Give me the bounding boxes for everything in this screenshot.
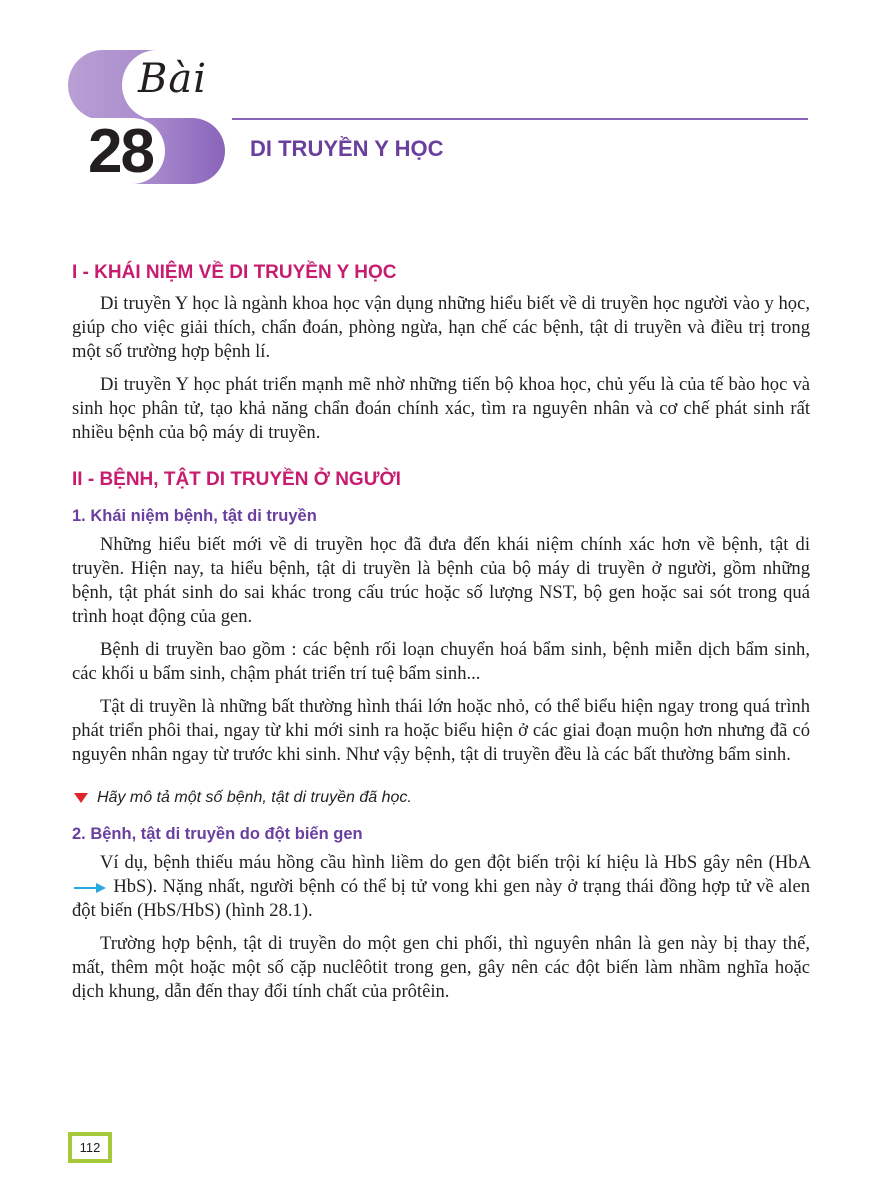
header-rule [232, 118, 808, 120]
paragraph: Trường hợp bệnh, tật di truyền do một gen chi phối, thì nguyên nhân là gen này bị thay thế, mất, thêm một hoặc một số cặp nuclêôtit trong gen, gây nên các đột biến làm nhầm nghĩa hoặc dịch khung, dẫn đến thay đổi tính chất của prôtêin. [72, 933, 810, 1002]
paragraph: Những hiểu biết mới về di truyền học đã đưa đến khái niệm chính xác hơn về bệnh, tật di truyền. Hiện nay, ta hiểu bệnh, tật di truyền là bệnh của bộ máy di truyền ở người, gồm những bệnh, tật phát sinh do sai khác trong cấu trúc hoặc số lượng NST, bộ gen hoặc sai sót trong quá trình hoạt động của gen. [72, 534, 810, 627]
paragraph: Tật di truyền là những bất thường hình thái lớn hoặc nhỏ, có thể biểu hiện ngay trong quá trình phát triển phôi thai, ngay từ khi mới sinh ra hoặc biểu hiện ở các giai đoạn muộn hơn nhưng đã có nguyên nhân ngay từ trước khi sinh. Như vậy bệnh, tật di truyền đều là các bất thường bẩm sinh. [72, 696, 810, 765]
question-text: Hãy mô tả một số bệnh, tật di truyền đã học. [97, 789, 412, 806]
lesson-number: 28 [88, 117, 153, 186]
section-heading-2: II - BỆNH, TẬT DI TRUYỀN Ở NGƯỜI [72, 469, 401, 490]
paragraph [72, 851, 810, 923]
paragraph: Bệnh di truyền bao gồm : các bệnh rối loạn chuyển hoá bẩm sinh, bệnh miễn dịch bẩm sinh, các khối u bẩm sinh, chậm phát triển trí tuệ bẩm sinh... [72, 639, 810, 684]
paragraph: Di truyền Y học phát triển mạnh mẽ nhờ những tiến bộ khoa học, chủ yếu là của tế bào học và sinh học phân tử, tạo khả năng chẩn đoán chính xác, tìm ra nguyên nhân và cơ chế phát sinh rất nhiều bệnh của bộ máy di truyền. [72, 374, 810, 443]
page-content [72, 262, 810, 1004]
triangle-down-icon [74, 793, 88, 803]
subsection-heading-2: 2. Bệnh, tật di truyền do đột biến gen [72, 825, 363, 843]
paragraph: Di truyền Y học là ngành khoa học vận dụng những hiểu biết về di truyền học người vào y học, giúp cho việc giải thích, chẩn đoán, phòng ngừa, hạn chế các bệnh, tật di truyền và điều trị trong một số trường hợp bệnh lí. [72, 293, 810, 362]
question-prompt [72, 789, 810, 807]
page-number: 112 [72, 1136, 108, 1159]
section-heading-1: I - KHÁI NIỆM VỀ DI TRUYỀN Y HỌC [72, 262, 397, 283]
lesson-title: DI TRUYỀN Y HỌC [250, 136, 444, 161]
subsection-heading-1: 1. Khái niệm bệnh, tật di truyền [72, 507, 317, 525]
lesson-label: Bài [138, 56, 208, 102]
paragraph-text: HbS). Nặng nhất, người bệnh có thể bị tử vong khi gen này ở trạng thái đồng hợp tử về alen đột biến (HbS/HbS) (hình 28.1). [72, 876, 810, 921]
arrow-right-icon [72, 882, 108, 894]
paragraph-text: Ví dụ, bệnh thiếu máu hồng cầu hình liềm do gen đột biến trội kí hiệu là HbS gây nên (HbA [100, 852, 810, 873]
lesson-header [0, 0, 883, 200]
